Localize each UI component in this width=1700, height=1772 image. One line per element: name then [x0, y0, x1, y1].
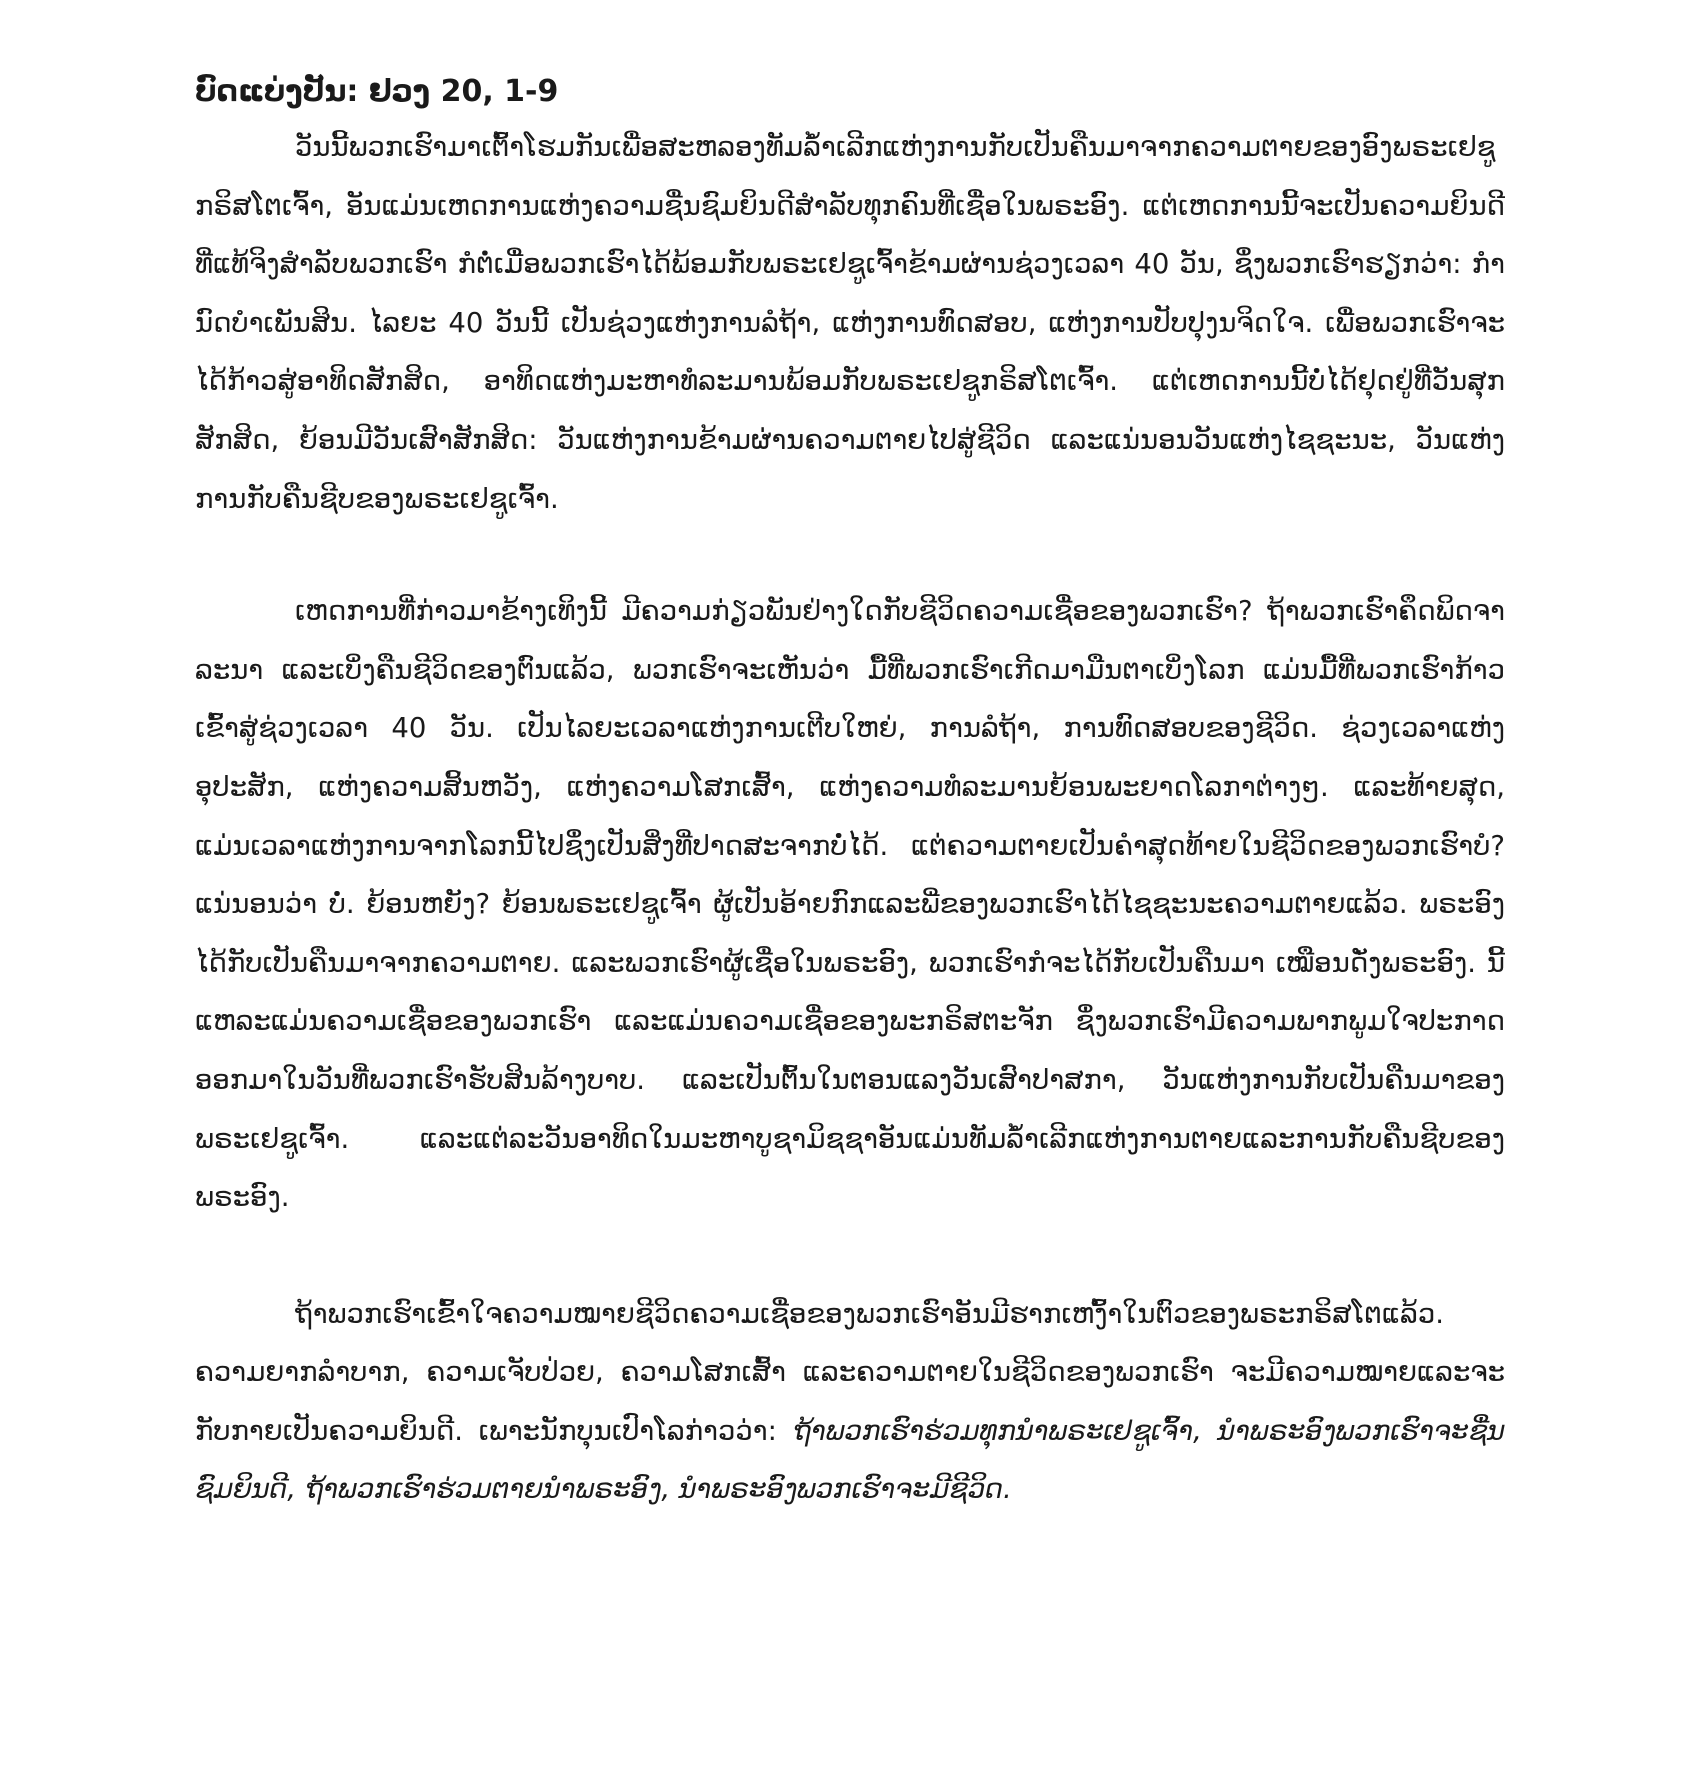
paragraph-3-quote: ຖ້າພວກເຮົາຮ່ວມທຸກນໍາພຣະເຢຊູເຈົ້າ, ນໍາພຣະອົງພວກເຮົາຈະຊື່ນຊົມຍິນດີ, ຖ້າພວກເຮົາຮ່ວມຕາຍນໍາພຣະອົງ, ນໍາພຣະອົງພວກເຮົາຈະມີຊີວິດ.: [195, 1414, 1505, 1506]
paragraph-2: ເຫດການທີ່ກ່າວມາຂ້າງເທິງນີ້ ມີຄວາມກ່ຽວພັນຢ່າງໃດກັບຊີວິດຄວາມເຊື່ອຂອງພວກເຮົາ? ຖ້າພວກເຮົາຄຶດພິດຈາລະນາ ແລະເບິ່ງຄືນຊີວິດຂອງຕົນແລ້ວ, ພວກເຮົາຈະເຫັນວ່າ ມື້ທີ່ພວກເຮົາເກີດມາມືນຕາເບິ່ງໂລກ ແມ່ນມື້ທີ່ພວກເຮົາກ້າວເຂົ້າສູ່ຊ່ວງເວລາ 40 ວັນ. ເປັນໄລຍະເວລາແຫ່ງການເຕີບໃຫຍ່, ການລໍຖ້າ, ການທົດສອບຂອງຊີວິດ. ຊ່ວງເວລາແຫ່ງອຸປະສັກ, ແຫ່ງຄວາມສິ້ນຫວັງ, ແຫ່ງຄວາມໂສກເສົ້າ, ແຫ່ງຄວາມທໍລະມານຍ້ອນພະຍາດໂລກາຕ່າງໆ. ແລະທ້າຍສຸດ, ແມ່ນເວລາແຫ່ງການຈາກໂລກນີ້ໄປຊຶ່ງເປັນສິ່ງທີ່ປາດສະຈາກບໍ່ໄດ້. ແຕ່ຄວາມຕາຍເປັນຄໍາສຸດທ້າຍໃນຊີວິດຂອງພວກເຮົາບໍ? ແນ່ນອນວ່າ ບໍ່. ຍ້ອນຫຍັງ? ຍ້ອນພຣະເຢຊູເຈົ້າ ຜູ້ເປັນອ້າຍກົກແລະພີ່ຂອງພວກເຮົາໄດ້ໄຊຊະນະຄວາມຕາຍແລ້ວ. ພຣະອົງໄດ້ກັບເປັນຄືນມາຈາກຄວາມຕາຍ. ແລະພວກເຮົາຜູ້ເຊື່ອໃນພຣະອົງ, ພວກເຮົາກໍຈະໄດ້ກັບເປັນຄືນມາ ເໝືອນດັ່ງພຣະອົງ. ນີ້ແຫລະແມ່ນຄວາມເຊື່ອຂອງພວກເຮົາ ແລະແມ່ນຄວາມເຊື່ອຂອງພະກຣິສຕະຈັກ ຊຶ່ງພວກເຮົາມີຄວາມພາກພູມໃຈປະກາດອອກມາໃນວັນທີ່ພວກເຮົາຮັບສິນລ້າງບາບ. ແລະເປັນຕົ້ນໃນຕອນແລງວັນເສົາປາສກາ, ວັນແຫ່ງການກັບເປັນຄືນມາຂອງພຣະເຢຊູເຈົ້າ. ແລະແຕ່ລະວັນອາທິດໃນມະຫາບູຊາມິຊຊາອັນແມ່ນທັມລໍ້າເລີກແຫ່ງການຕາຍແລະການກັບຄືນຊີບຂອງພຣະອົງ.: [195, 595, 1505, 1214]
paragraph-1: ວັນນີ້ພວກເຮົາມາເຕົ້າໂຮມກັນເພື່ອສະຫລອງທັມລໍ້າເລີກແຫ່ງການກັບເປັນຄືນມາຈາກຄວາມຕາຍຂອງອົງພຣະເຢຊູກຣິສໂຕເຈົ້າ, ອັນແມ່ນເຫດການແຫ່ງຄວາມຊື່ນຊົມຍິນດີສໍາລັບທຸກຄົນທີ່ເຊື່ອໃນພຣະອົງ. ແຕ່ເຫດການນີ້ຈະເປັນຄວາມຍິນດີທີ່ແທ້ຈິງສໍາລັບພວກເຮົາ ກໍຕໍ່ເມື່ອພວກເຮົາໄດ້ພ້ອມກັບພຣະເຢຊູເຈົ້າຂ້າມຜ່ານຊ່ວງເວລາ 40 ວັນ, ຊຶ່ງພວກເຮົາຮຽກວ່າ: ກໍານົດບໍາເພັນສິນ. ໄລຍະ 40 ວັນນີ້ ເປັນຊ່ວງແຫ່ງການລໍຖ້າ, ແຫ່ງການທົດສອບ, ແຫ່ງການປັບປຸງນຈິດໃຈ. ເພື່ອພວກເຮົາຈະໄດ້ກ້າວສູ່ອາທິດສັກສິດ, ອາທິດແຫ່ງມະຫາທໍລະມານພ້ອມກັບພຣະເຢຊູກຣິສໂຕເຈົ້າ. ແຕ່ເຫດການນີ້ບໍ່ໄດ້ຢຸດຢູ່ທີ່ວັນສຸກສັກສິດ, ຍ້ອນມີວັນເສົາສັກສິດ: ວັນແຫ່ງການຂ້າມຜ່ານຄວາມຕາຍໄປສູ່ຊີວິດ ແລະແນ່ນອນວັນແຫ່ງໄຊຊະນະ, ວັນແຫ່ງການກັບຄືນຊີບຂອງພຣະເຢຊູເຈົ້າ.: [195, 131, 1505, 515]
paragraph-3: [195, 1285, 1505, 1519]
document-page: [195, 72, 1505, 1732]
document-heading: ບົດແບ່ງປັນ: ຢວງ 20, 1-9: [195, 74, 559, 109]
paragraph-3-text: ຖ້າພວກເຮົາເຂົ້າໃຈຄວາມໝາຍຊີວິດຄວາມເຊື່ອຂອງພວກເຮົາອັນມີຮາກເຫງົ້າໃນຕົວຂອງພຣະກຣິສໂຕແລ້ວ. ຄວາມຍາກລໍາບາກ, ຄວາມເຈັບປ່ວຍ, ຄວາມໂສກເສົ້າ ແລະຄວາມຕາຍໃນຊີວິດຂອງພວກເຮົາ ຈະມີຄວາມໝາຍແລະຈະກັບກາຍເປັນຄວາມຍິນດີ. ເພາະນັກບຸນເປົາໂລກ່າວວ່າ:: [195, 1297, 1505, 1447]
